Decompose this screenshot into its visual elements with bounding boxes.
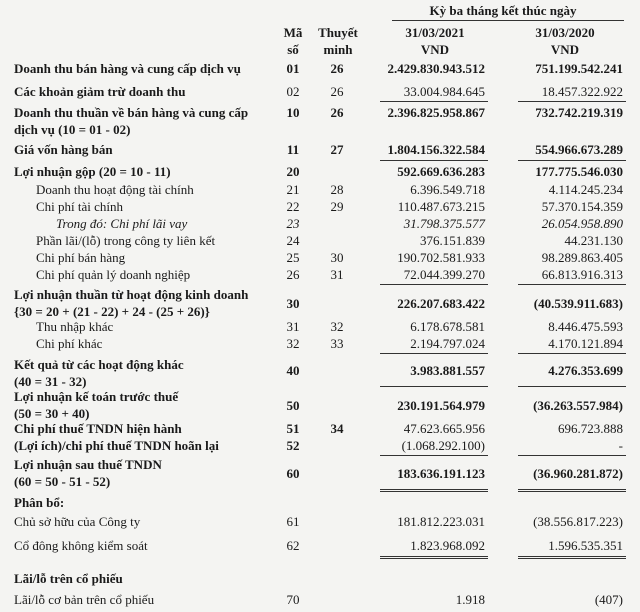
row-allocation-heading [0,494,640,511]
row-code: 60 [286,466,300,481]
row-other-result [0,356,640,390]
row-note: 34 [330,421,344,436]
row-label: Doanh thu hoạt động tài chính [36,182,194,197]
row-note: 26 [330,105,344,120]
row-value-2020: 18.457.322.922 [541,84,623,99]
row-code: 51 [286,421,300,436]
total-rule-2021 [380,489,488,492]
row-label: Chi phí quản lý doanh nghiệp [36,267,191,282]
row-value-2020: 26.054.958.890 [541,216,623,231]
row-financial-expenses [0,198,640,215]
col-2020-unit: VND [550,42,580,57]
row-label: Lãi/lỗ cơ bản trên cổ phiếu [14,592,155,607]
row-selling-expenses [0,249,640,266]
row-label: Kết quả từ các hoạt động khác [14,357,184,372]
row-value-2021: 183.636.191.123 [397,466,485,481]
row-code: 32 [286,336,300,351]
subtotal-rule-2021 [380,160,488,161]
subtotal-rule-2020 [518,284,626,285]
row-gross-profit [0,163,640,180]
row-code: 22 [286,199,300,214]
col-2021-header [370,24,500,58]
row-admin-expenses [0,266,640,283]
row-label: Doanh thu thuần về bán hàng và cung cấp [14,105,249,120]
row-basic-eps [0,591,640,608]
row-value-2020: 98.289.863.405 [541,250,623,265]
row-note: 27 [330,142,344,157]
row-value-2020: 4.114.245.234 [548,182,623,197]
row-code: 50 [286,398,300,413]
row-label: Phân bổ: [14,495,65,510]
row-code: 26 [286,267,300,282]
total-rule-2021 [380,556,488,559]
row-value-2021: 6.396.549.718 [410,182,485,197]
row-note: 30 [330,250,344,265]
row-value-2020: 57.370.154.359 [541,199,623,214]
col-code-header-line2: số [287,42,299,57]
subtotal-rule-2021 [380,353,488,354]
row-label: Chi phí thuế TNDN hiện hành [14,421,182,436]
row-owners [0,513,640,530]
row-current-tax [0,420,640,437]
row-code: 30 [286,296,300,311]
row-value-2020: 1.596.535.351 [548,538,623,553]
row-code: 52 [286,438,300,453]
row-label: Chủ sở hữu của Công ty [14,514,141,529]
subtotal-rule-2021 [380,101,488,102]
row-code: 20 [286,164,300,179]
col-note-header [310,24,366,58]
row-note: 29 [330,199,344,214]
row-label: Lợi nhuận sau thuế TNDN [14,457,162,472]
row-label: Doanh thu bán hàng và cung cấp dịch vụ [14,61,241,76]
row-label: Chi phí tài chính [36,199,124,214]
row-code: 40 [286,363,300,378]
row-note: 31 [330,267,344,282]
subtotal-rule-2020 [518,160,626,161]
row-interest-expense [0,215,640,232]
row-label: Lợi nhuận gộp (20 = 10 - 11) [14,164,171,179]
col-code-header [273,24,313,58]
row-note: 33 [330,336,344,351]
row-label: (Lợi ích)/chi phí thuế TNDN hoãn lại [14,438,219,453]
row-value-2021: 6.178.678.581 [410,319,485,334]
total-rule-2020 [518,556,626,559]
row-code: 61 [286,514,300,529]
subtotal-rule-2020 [518,386,626,387]
row-revenue [0,60,640,77]
row-code: 01 [286,61,300,76]
row-label: Chi phí bán hàng [36,250,126,265]
row-value-2020: 44.231.130 [564,233,623,248]
row-value-2020: (36.263.557.984) [533,398,623,413]
row-value-2021: 2.396.825.958.867 [387,105,485,120]
row-note: 32 [330,319,344,334]
row-value-2020: 696.723.888 [558,421,623,436]
row-value-2020: - [618,438,623,453]
row-label: Lợi nhuận thuần từ hoạt động kinh doanh [14,287,249,302]
col-2020-header [500,24,630,58]
row-financial-income [0,181,640,198]
row-value-2021: 2.194.797.024 [410,336,485,351]
row-note: 26 [330,61,344,76]
row-code: 62 [286,538,300,553]
row-associate-share [0,232,640,249]
row-label-line2: {30 = 20 + (21 - 22) + 24 - (25 + 26)} [14,304,210,319]
row-value-2021: 1.918 [455,592,485,607]
row-code: 21 [286,182,300,197]
row-code: 02 [286,84,300,99]
row-code: 24 [286,233,300,248]
row-value-2020: 751.199.542.241 [535,61,623,76]
total-rule-2020 [518,489,626,492]
row-label-line2: (40 = 31 - 32) [14,374,87,389]
row-value-2021: (1.068.292.100) [401,438,485,453]
subtotal-rule-2020 [518,101,626,102]
row-operating-profit [0,286,640,320]
row-value-2021: 1.804.156.322.584 [387,142,485,157]
row-value-2020: (40.539.911.683) [533,296,623,311]
row-label: Cổ đông không kiểm soát [14,538,148,553]
col-note-header-line2: minh [323,42,353,57]
row-code: 23 [286,216,300,231]
row-value-2020: 4.276.353.699 [548,363,623,378]
col-2021-unit: VND [420,42,450,57]
row-value-2020: 4.170.121.894 [548,336,623,351]
row-value-2021: 190.702.581.933 [397,250,485,265]
row-non-controlling [0,537,640,554]
row-label: Giá vốn hàng bán [14,142,113,157]
row-value-2021: 31.798.375.577 [403,216,485,231]
row-value-2021: 33.004.984.645 [403,84,485,99]
period-underline [392,20,624,21]
row-note: 26 [330,84,344,99]
row-value-2020: 177.775.546.030 [535,164,623,179]
row-label: Chi phí khác [36,336,103,351]
row-value-2021: 110.487.673.215 [397,199,485,214]
row-value-2021: 226.207.683.422 [397,296,485,311]
col-2020-date: 31/03/2020 [535,25,595,40]
row-note: 28 [330,182,344,197]
row-value-2020: (407) [594,592,623,607]
row-label: Lợi nhuận kế toán trước thuế [14,389,179,404]
row-code: 11 [286,142,300,157]
row-value-2021: 376.151.839 [420,233,485,248]
row-value-2021: 3.983.881.557 [410,363,485,378]
row-label: Thu nhập khác [36,319,114,334]
row-eps-heading [0,570,640,587]
row-value-2020: 66.813.916.313 [541,267,623,282]
row-deferred-tax [0,437,640,454]
row-code: 31 [286,319,300,334]
row-profit-before-tax [0,388,640,422]
row-profit-after-tax [0,456,640,490]
row-code: 70 [286,592,300,607]
row-value-2021: 230.191.564.979 [397,398,485,413]
row-other-income [0,318,640,335]
row-label: Các khoản giảm trừ doanh thu [14,84,186,99]
row-net-revenue [0,104,640,138]
col-note-header-line1: Thuyết [318,25,358,40]
row-value-2021: 72.044.399.270 [403,267,485,282]
row-label-line2: (60 = 50 - 51 - 52) [14,474,111,489]
subtotal-rule-2020 [518,353,626,354]
row-value-2021: 2.429.830.943.512 [387,61,485,76]
row-label: Phần lãi/(lỗ) trong công ty liên kết [36,233,216,248]
row-code: 25 [286,250,300,265]
row-value-2020: 554.966.673.289 [535,142,623,157]
col-2021-date: 31/03/2021 [405,25,465,40]
subtotal-rule-2021 [380,386,488,387]
col-code-header-line1: Mã [283,25,303,40]
period-caption: Kỳ ba tháng kết thúc ngày [429,3,577,18]
row-value-2020: 732.742.219.319 [535,105,623,120]
row-other-expenses [0,335,640,352]
row-value-2021: 1.823.968.092 [410,538,485,553]
row-cogs [0,141,640,158]
row-value-2021: 592.669.636.283 [397,164,485,179]
row-label: Lãi/lỗ trên cổ phiếu [14,571,123,586]
row-label-line2: (50 = 30 + 40) [14,406,90,421]
row-value-2020: (38.556.817.223) [533,514,623,529]
subtotal-rule-2021 [380,284,488,285]
row-value-2021: 47.623.665.956 [403,421,485,436]
row-value-2021: 181.812.223.031 [397,514,485,529]
row-value-2020: 8.446.475.593 [548,319,623,334]
row-code: 10 [286,105,300,120]
row-value-2020: (36.960.281.872) [533,466,623,481]
row-label-line2: dịch vụ (10 = 01 - 02) [14,122,131,137]
row-revenue-deductions [0,83,640,100]
row-label: Trong đó: Chi phí lãi vay [56,216,188,231]
